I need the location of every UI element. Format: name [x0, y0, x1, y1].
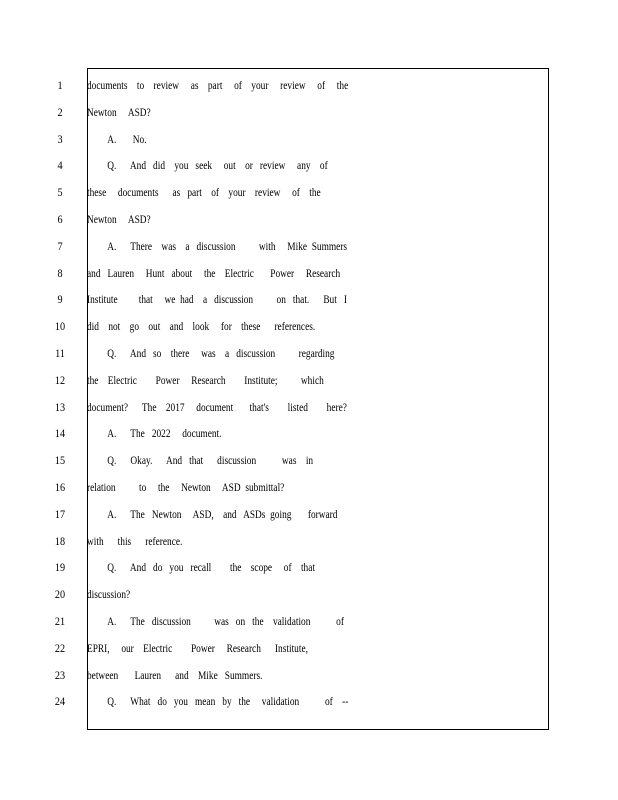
transcript-line: Q. And so there was a discussion regarding: [107, 345, 335, 360]
line-number: 4: [57, 158, 63, 173]
line-number: 13: [54, 399, 66, 414]
transcript-line: documents to review as part of your review of the: [87, 78, 349, 92]
line-number: 5: [57, 185, 63, 200]
line-number: 7: [57, 238, 63, 253]
transcript-line: the Electric Power Research Institute; which: [87, 372, 324, 387]
transcript-line: Q. What do you mean by the validation of --: [107, 694, 349, 709]
transcript-line: A. There was a discussion with Mike Summers: [107, 238, 348, 253]
line-number: 8: [57, 265, 63, 280]
line-number: 11: [55, 345, 65, 360]
line-number-column: [50, 75, 70, 718]
line-number: 22: [54, 640, 66, 655]
transcript-line: A. No.: [107, 131, 147, 146]
transcript-line: Newton ASD?: [87, 211, 151, 226]
transcript-line: document? The 2017 document that's listed here?: [87, 399, 347, 414]
line-number: 9: [57, 292, 63, 307]
transcript-line: between Lauren and Mike Summers.: [87, 667, 263, 682]
transcript-line: A. The 2022 document.: [107, 426, 222, 441]
line-number: 18: [54, 533, 66, 548]
line-number: 16: [54, 479, 66, 494]
transcript-line: A. The discussion was on the validation of: [107, 613, 344, 628]
line-number: 17: [54, 506, 66, 521]
line-number: 12: [54, 372, 66, 387]
transcript-line: Institute that we had a discussion on that. But I: [87, 292, 347, 307]
transcript-line: discussion?: [87, 587, 131, 602]
line-number: 14: [54, 426, 66, 441]
transcript-line: and Lauren Hunt about the Electric Power Research: [87, 265, 341, 280]
line-number: 24: [54, 694, 66, 709]
transcript-text: [87, 75, 387, 718]
line-number: 19: [54, 560, 66, 575]
line-number: 6: [57, 211, 63, 226]
transcript-line: Q. And do you recall the scope of that: [107, 560, 315, 575]
transcript-line: relation to the Newton ASD submittal?: [87, 479, 285, 494]
line-number: 20: [54, 587, 66, 602]
line-number: 21: [54, 613, 66, 628]
transcript-line: Q. And did you seek out or review any of: [107, 158, 328, 173]
line-number: 2: [57, 104, 63, 119]
transcript-line: Newton ASD?: [87, 104, 151, 119]
line-number: 15: [54, 453, 66, 468]
line-number: 3: [57, 131, 63, 146]
line-number: 10: [54, 319, 66, 334]
transcript-line: Q. Okay. And that discussion was in: [107, 453, 314, 468]
transcript-line: with this reference.: [87, 533, 183, 548]
transcript-line: these documents as part of your review of the: [87, 185, 321, 200]
line-number: 1: [57, 78, 63, 92]
transcript-line: did not go out and look for these references.: [87, 319, 316, 334]
line-number: 23: [54, 667, 66, 682]
transcript-line: EPRI, our Electric Power Research Institute,: [87, 640, 308, 655]
transcript-line: A. The Newton ASD, and ASDs going forward: [107, 506, 338, 521]
